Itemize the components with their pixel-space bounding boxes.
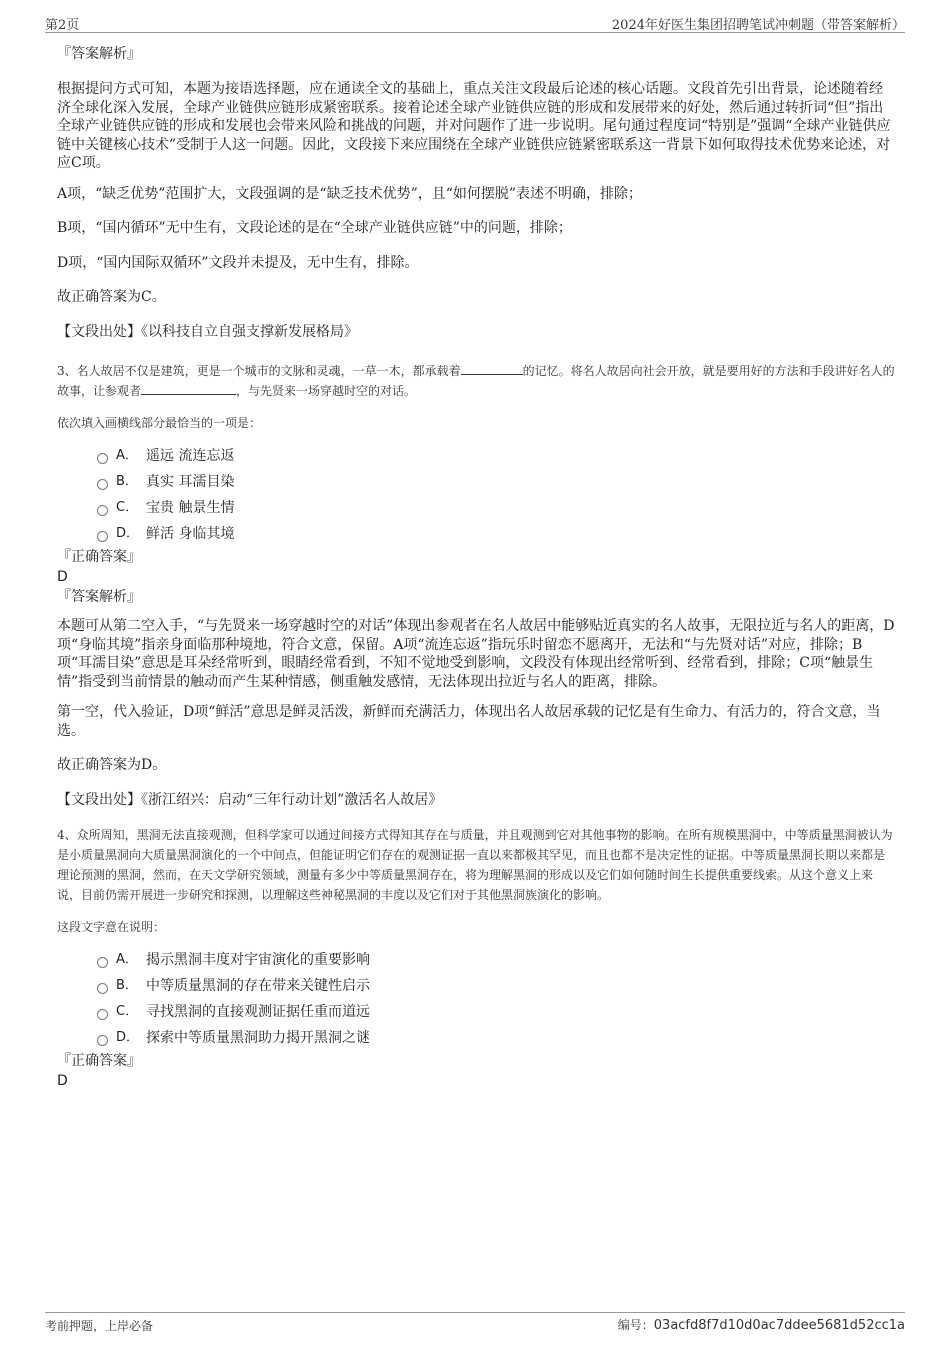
prev-question-analysis [57,44,895,341]
question-3 [57,361,895,809]
question-stem: 3、名人故居不仅是建筑，更是一个城市的文脉和灵魂，一草一木，都承载着 的记忆。将名人故居向社会开放，就是要用好的方法和手段讲好名人的故事，让参观者 ，与先贤来一场穿越时空的对话。 [57,364,895,398]
radio-icon[interactable] [97,1035,108,1046]
analysis-option-d: D项，“国内国际双循环”文段并未提及，无中生有，排除。 [57,254,419,271]
option-list [97,947,895,1051]
analysis-label: 『答案解析』 [57,46,141,62]
analysis-paragraph: 根据提问方式可知，本题为接语选择题，应在通读全文的基础上，重点关注文段最后论述的核心话题。文段首先引出背景，论述随着经济全球化深入发展，全球产业链供应链形成紧密联系。接着论述全球产业链供应链的形成和发展带来的好处，然后通过转折词“但”指出全球产业链供应链的形成和发展也会带来风险和挑战的问题，并对问题作了进一步说明。尾句通过程度词“特别是”强调“全球产业链供应链中关键核心技术”受制于人这一问题。因此，文段接下来应围绕在全球产业链供应链紧密联系这一背景下如何取得技术优势来论述，对应C项。 [57,81,891,171]
page-header [45,12,905,33]
option-c[interactable]: C． 宝贵 触景生情 [97,495,895,521]
radio-icon[interactable] [97,479,108,490]
radio-icon[interactable] [97,531,108,542]
correct-answer: D [57,1073,68,1089]
option-c[interactable]: C． 寻找黑洞的直接观测证据任重而道远 [97,999,895,1025]
page-number: 第2页 [45,18,80,33]
analysis-label: 『答案解析』 [57,589,141,605]
fill-blank-2 [141,382,236,395]
analysis-paragraph: 本题可从第二空入手，“与先贤来一场穿越时空的对话”体现出参观者在名人故居中能够贴近真实的名人故事，无限拉近与名人的距离，D项“身临其境”指亲身面临那种境地，符合文意，保留。A项“流连忘返”指玩乐时留恋不愿离开，无法和“与先贤对话”对应，排除；B项“耳濡目染”意思是耳朵经常听到，眼睛经常看到，不知不觉地受到影响，文段没有体现出经常听到、经常看到，排除；C项“触景生情”指受到当前情景的触动而产生某种情感，侧重触发感情，无法体现出拉近与名人的距离，排除。 [57,618,895,690]
option-list [97,443,895,547]
page-footer [45,1312,905,1337]
radio-icon[interactable] [97,1009,108,1020]
footer-slogan: 考前押题，上岸必备 [45,1319,154,1333]
radio-icon[interactable] [97,453,108,464]
correct-answer: D [57,569,68,585]
analysis-conclusion: 故正确答案为D。 [57,757,167,773]
source-citation: 【文段出处】《以科技自立自强支撑新发展格局》 [57,323,358,340]
option-d[interactable]: D． 鲜活 身临其境 [97,521,895,547]
option-b[interactable]: B． 中等质量黑洞的存在带来关键性启示 [97,973,895,999]
question-prompt: 这段文字意在说明： [57,920,166,934]
page-content [57,44,895,1091]
radio-icon[interactable] [97,505,108,516]
analysis-option-b: B项，“国内循环”无中生有，文段论述的是在“全球产业链供应链”中的问题，排除； [57,220,572,236]
document-code: 编号：03acfd8f7d10d0ac7ddee5681d52cc1a [617,1318,905,1333]
option-b[interactable]: B． 真实 耳濡目染 [97,469,895,495]
source-citation: 【文段出处】《浙江绍兴：启动“三年行动计划”激活名人故居》 [57,791,443,808]
option-a[interactable]: A． 遥远 流连忘返 [97,443,895,469]
option-d[interactable]: D． 探索中等质量黑洞助力揭开黑洞之谜 [97,1025,895,1051]
radio-icon[interactable] [97,957,108,968]
question-4 [57,825,895,1091]
question-stem: 4、众所周知，黑洞无法直接观测，但科学家可以通过间接方式得知其存在与质量，并且观测到它对其他事物的影响。在所有规模黑洞中，中等质量黑洞被认为是小质量黑洞向大质量黑洞演化的一个中间点，但能证明它们存在的观测证据一直以来都极其罕见，而且也都不是决定性的证据。中等质量黑洞长期以来都是理论预测的黑洞，然而，在天文学研究领域，测量有多少中等质量黑洞存在，将为理解黑洞的形成以及它们如何随时间生长提供重要线索。从这个意义上来说，目前仍需开展进一步研究和探测，以理解这些神秘黑洞的丰度以及它们对于其他黑洞族演化的影响。 [57,828,893,902]
analysis-paragraph-2: 第一空，代入验证，D项“鲜活”意思是鲜灵活泼，新鲜而充满活力，体现出名人故居承载的记忆是有生命力、有活力的，符合文意，当选。 [57,704,881,739]
question-prompt: 依次填入画横线部分最恰当的一项是： [57,416,262,430]
fill-blank-1 [461,362,523,375]
analysis-option-a: A项，“缺乏优势”范围扩大，文段强调的是“缺乏技术优势”，且“如何摆脱”表述不明确，排除； [57,185,643,202]
option-a[interactable]: A． 揭示黑洞丰度对宇宙演化的重要影响 [97,947,895,973]
answer-label: 『正确答案』 [57,549,141,565]
document-title: 2024年好医生集团招聘笔试冲刺题（带答案解析） [611,18,905,33]
answer-label: 『正确答案』 [57,1053,141,1069]
analysis-conclusion: 故正确答案为C。 [57,289,166,305]
radio-icon[interactable] [97,983,108,994]
